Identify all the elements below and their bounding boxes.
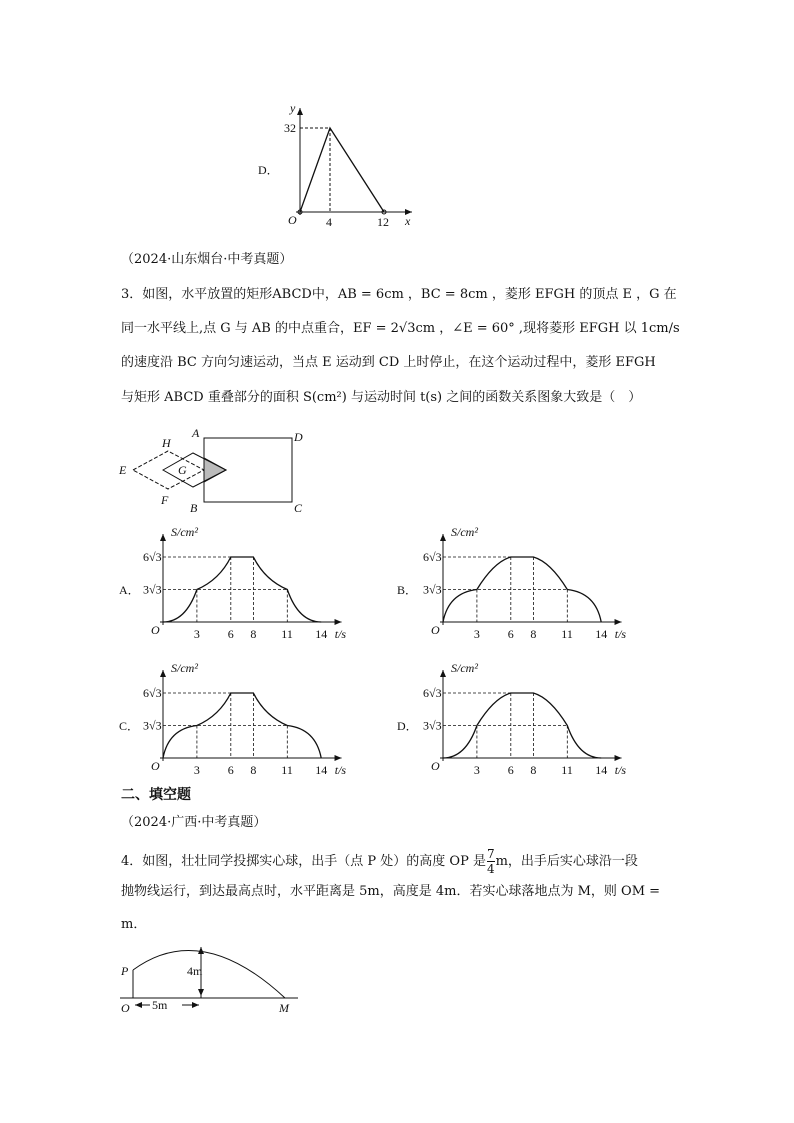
q4-line: 抛物线运行，到达最高点时，水平距离是 5m，高度是 4m．若实心球落地点为 M，则 OM = (121, 884, 661, 899)
q4-parabola-figure (120, 947, 298, 1015)
y-tick: 3√3 (143, 582, 162, 597)
y-axis-label: S/cm² (171, 525, 198, 539)
x-axis-label: t/s (334, 627, 347, 641)
x-tick: 12 (377, 215, 389, 229)
x-axis-label: t/s (334, 763, 347, 777)
option-label: B． (397, 583, 418, 597)
origin-label: O (288, 213, 297, 227)
area-curve (443, 693, 601, 758)
option-label: A． (119, 583, 140, 597)
origin-label: O (151, 623, 160, 637)
y-tick: 3√3 (423, 582, 442, 597)
svg-text:A: A (192, 426, 200, 440)
x-tick: 4 (326, 215, 332, 229)
area-curve (443, 557, 601, 622)
x-tick: 11 (281, 763, 293, 777)
q4-source: （2024·广西·中考真题） (121, 815, 267, 830)
section-title: 二、填空题 (121, 787, 191, 803)
x-tick: 11 (561, 763, 573, 777)
svg-text:G: G (178, 463, 187, 477)
x-tick: 6 (507, 627, 514, 641)
svg-text:C: C (294, 501, 303, 515)
y-axis-label: y (290, 101, 296, 115)
graph-option-d (397, 661, 626, 777)
graph-option-a (119, 525, 346, 641)
q3-line: 的速度沿 BC 方向匀速运动，当点 E 运动到 CD 上时停止，在这个运动过程中，菱形 EFGH (121, 355, 656, 370)
svg-text:4m: 4m (187, 964, 203, 978)
q3-rhombus-figure (118, 426, 303, 515)
x-tick: 14 (315, 763, 328, 777)
x-tick: 14 (315, 627, 328, 641)
option-label: D． (397, 719, 418, 733)
q3-source: （2024·山东烟台·中考真题） (121, 252, 293, 267)
graph-option-c (119, 661, 346, 777)
x-tick: 6 (227, 627, 234, 641)
q4-line: m． (121, 917, 147, 932)
origin-label: O (151, 759, 160, 773)
y-axis-label: S/cm² (451, 661, 478, 675)
x-tick: 14 (595, 627, 608, 641)
x-tick: 8 (530, 763, 537, 777)
q3-answer-graphs (119, 525, 626, 777)
x-tick: 14 (595, 763, 608, 777)
x-axis-label: t/s (614, 627, 627, 641)
y-tick: 6√3 (423, 550, 442, 564)
q2-option-d-graph (258, 101, 412, 229)
y-tick: 32 (284, 121, 296, 135)
x-tick: 3 (193, 627, 200, 641)
svg-text:E: E (119, 463, 127, 477)
y-axis-label: S/cm² (171, 661, 198, 675)
x-axis-label: t/s (614, 763, 627, 777)
option-label: C． (119, 719, 140, 733)
origin-label: O (431, 759, 440, 773)
y-tick: 6√3 (143, 686, 162, 700)
y-tick: 6√3 (143, 550, 162, 564)
svg-text:F: F (161, 493, 169, 507)
svg-text:H: H (162, 436, 171, 450)
x-tick: 8 (530, 627, 537, 641)
svg-text:5m: 5m (152, 998, 168, 1012)
x-tick: 6 (227, 763, 234, 777)
y-tick: 6√3 (423, 686, 442, 700)
area-curve (163, 557, 321, 622)
q4-line: 4．如图，壮壮同学投掷实心球，出手（点 P 处）的高度 OP 是 $\frac{7}{4}$ m，出手后实心球沿一段 (121, 847, 638, 876)
x-tick: 3 (193, 763, 200, 777)
origin-label: O (431, 623, 440, 637)
graph-option-b (397, 525, 626, 641)
svg-text:M: M (279, 1001, 289, 1015)
y-tick: 3√3 (143, 718, 162, 733)
x-tick: 3 (473, 763, 480, 777)
x-axis-label: x (405, 214, 411, 228)
svg-text:P: P (121, 964, 129, 978)
svg-text:D: D (294, 430, 303, 444)
x-tick: 8 (250, 763, 257, 777)
x-tick: 11 (561, 627, 573, 641)
x-tick: 8 (250, 627, 257, 641)
q3-line: 同一水平线上,点 G 与 AB 的中点重合，EF = 2√3cm ，∠E = 60° ,现将菱形 EFGH 以 1cm/s (121, 321, 680, 336)
option-label: D． (258, 163, 279, 177)
area-curve (163, 693, 321, 758)
svg-text:B: B (190, 501, 198, 515)
y-tick: 3√3 (423, 718, 442, 733)
x-tick: 6 (507, 763, 514, 777)
q3-line: 与矩形 ABCD 重叠部分的面积 S(cm²) 与运动时间 t(s) 之间的函数关系图象大致是（ ） (121, 390, 642, 405)
y-axis-label: S/cm² (451, 525, 478, 539)
q3-line: 3．如图，水平放置的矩形ABCD中，AB = 6cm ，BC = 8cm ，菱形 EFGH 的顶点 E ，G 在 (121, 287, 677, 302)
x-tick: 11 (281, 627, 293, 641)
svg-text:O: O (121, 1001, 130, 1015)
x-tick: 3 (473, 627, 480, 641)
